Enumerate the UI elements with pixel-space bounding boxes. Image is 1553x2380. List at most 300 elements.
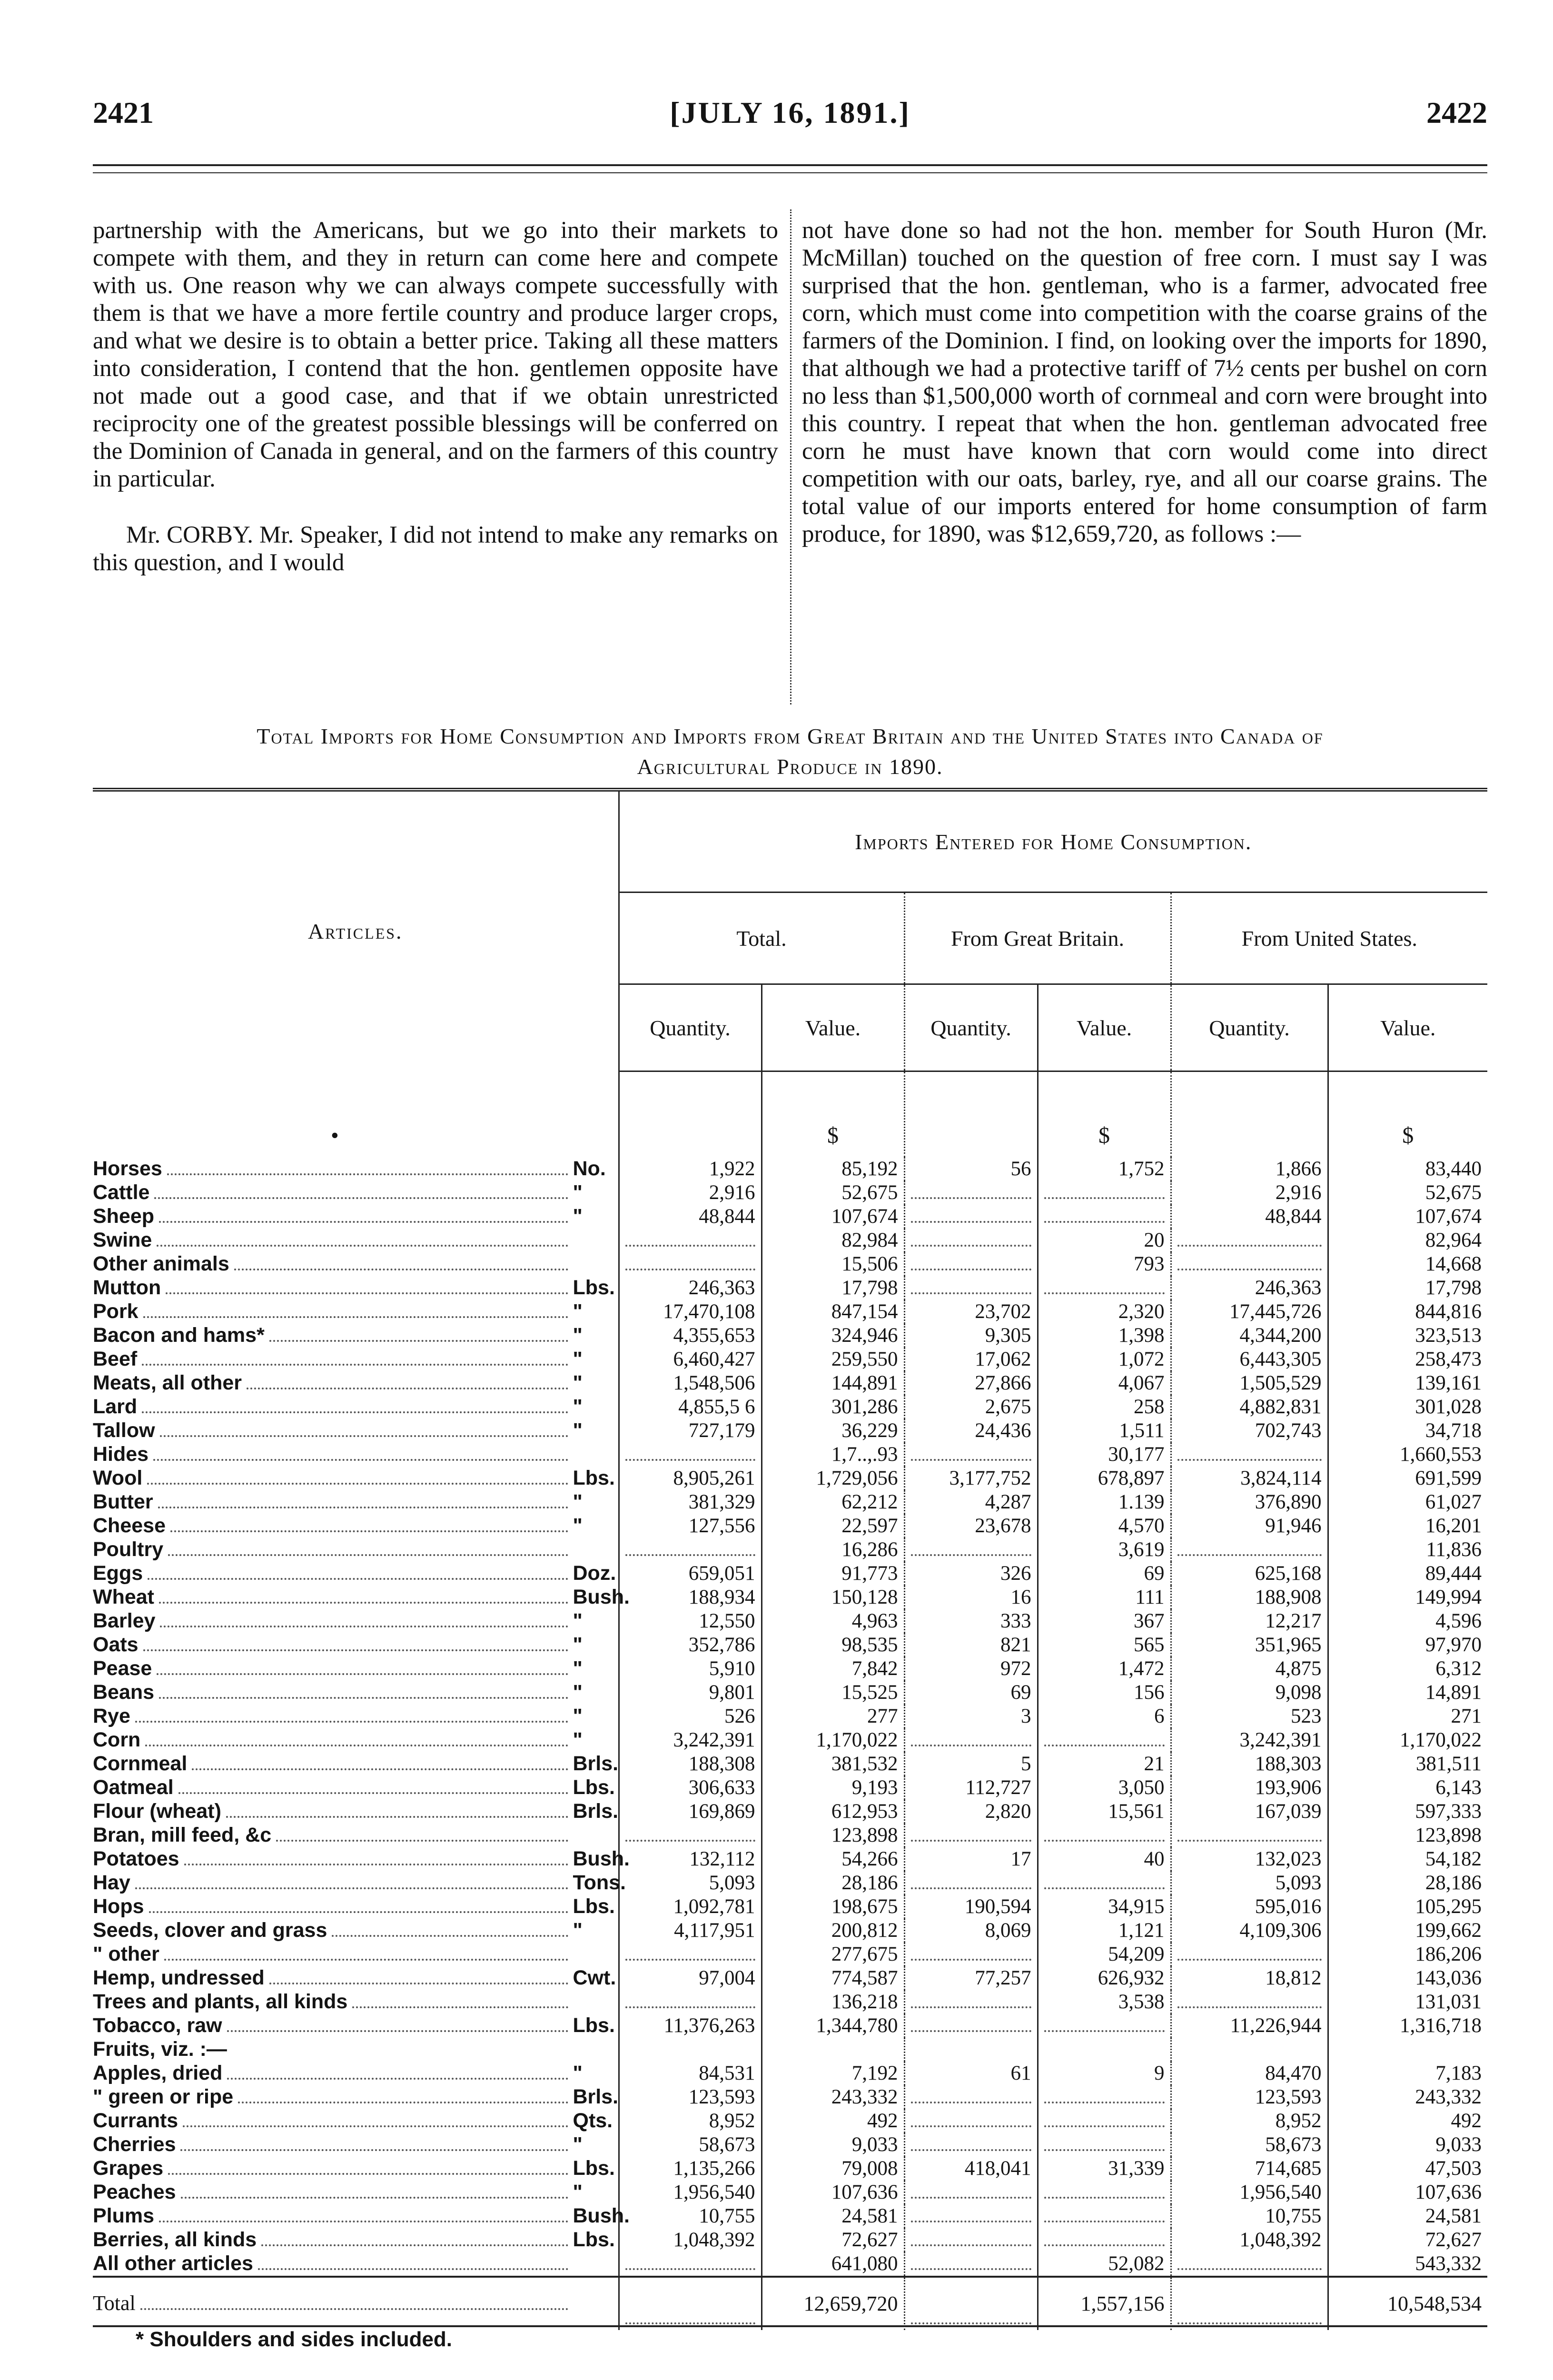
- article-unit: Lbs.: [573, 2157, 615, 2180]
- page-number-left: 2421: [93, 96, 154, 129]
- quantity-cell: 91,946: [1171, 1514, 1328, 1538]
- table-row: [93, 1752, 1487, 1776]
- value-cell: 47,503: [1328, 2157, 1487, 2181]
- group-great-britain-header: From Great Britain.: [904, 892, 1171, 984]
- value-cell: 565: [1038, 1633, 1171, 1657]
- table-row: [93, 1943, 1487, 1966]
- table-row: [93, 1800, 1487, 1824]
- table-title-line-2: Agricultural Produce in 1890.: [637, 754, 943, 779]
- quantity-cell: 188,303: [1171, 1752, 1328, 1776]
- quantity-cell: 48,844: [619, 1205, 762, 1229]
- article-name: Wheat Bush.: [93, 1586, 630, 1608]
- article-unit: Qts.: [573, 2109, 613, 2132]
- quantity-header: Quantity.: [619, 984, 762, 1071]
- value-cell: 98,535: [762, 1633, 904, 1657]
- quantity-cell: 246,363: [1171, 1276, 1328, 1300]
- value-cell: 1,344,780: [762, 2014, 904, 2038]
- value-cell: 82,984: [762, 1229, 904, 1252]
- value-cell: 15,525: [762, 1681, 904, 1705]
- quantity-header: Quantity.: [904, 984, 1038, 1071]
- value-cell: 97,970: [1328, 1633, 1487, 1657]
- value-cell: 277,675: [762, 1943, 904, 1966]
- value-cell: 34,915: [1038, 1895, 1171, 1919]
- quantity-cell: 1,922: [619, 1157, 762, 1181]
- quantity-cell: 9,801: [619, 1681, 762, 1705]
- page-header: [93, 95, 1487, 133]
- table-row: [93, 2014, 1487, 2038]
- table-row: [93, 1681, 1487, 1705]
- value-cell: 198,675: [762, 1895, 904, 1919]
- value-cell: 367: [1038, 1609, 1171, 1633]
- article-unit: ": [573, 1395, 583, 1418]
- article-name: Pease ": [93, 1657, 619, 1681]
- value-cell: 847,154: [762, 1300, 904, 1324]
- value-header: Value.: [1038, 984, 1171, 1071]
- quantity-cell: 4,855,5 6: [619, 1395, 762, 1419]
- value-cell: 9,033: [1328, 2133, 1487, 2157]
- quantity-cell: 23,702: [904, 1300, 1038, 1324]
- value-cell: 28,186: [762, 1871, 904, 1895]
- value-cell: 107,674: [762, 1205, 904, 1229]
- article-name: Oats ": [93, 1633, 619, 1657]
- quantity-cell: 625,168: [1171, 1562, 1328, 1586]
- value-cell: 1,170,022: [1328, 1728, 1487, 1752]
- header-rule: [93, 164, 1487, 166]
- quantity-cell: 523: [1171, 1705, 1328, 1728]
- article-name: Trees and plants, all kinds: [93, 1990, 619, 2014]
- article-name: Corn ": [93, 1728, 619, 1752]
- table-row: [93, 1371, 1487, 1395]
- quantity-cell: 1,048,392: [1171, 2228, 1328, 2252]
- quantity-cell: 188,308: [619, 1752, 762, 1776]
- value-cell: 301,286: [762, 1395, 904, 1419]
- table-row: [93, 1181, 1487, 1205]
- value-cell: 54,209: [1038, 1943, 1171, 1966]
- article-unit: ": [573, 1609, 583, 1632]
- article-unit: ": [573, 1348, 583, 1370]
- table-row: [93, 1847, 1487, 1871]
- table-row: [93, 1300, 1487, 1324]
- value-cell: 72,627: [762, 2228, 904, 2252]
- table-row: [93, 2228, 1487, 2252]
- value-cell: 111: [1038, 1586, 1171, 1609]
- quantity-cell: 188,908: [1171, 1586, 1328, 1609]
- article-unit: Brls.: [573, 1752, 619, 1775]
- value-cell: 492: [1328, 2109, 1487, 2133]
- dollar-sign: $: [762, 1071, 904, 1158]
- value-cell: 543,332: [1328, 2252, 1487, 2277]
- article-name: Hay Tons.: [93, 1871, 626, 1894]
- quantity-cell: 97,004: [619, 1966, 762, 1990]
- value-cell: 9,193: [762, 1776, 904, 1800]
- article-unit: ": [573, 1419, 583, 1442]
- value-cell: 774,587: [762, 1966, 904, 1990]
- value-cell: 16,201: [1328, 1514, 1487, 1538]
- table-row: [93, 1728, 1487, 1752]
- article-unit: Lbs.: [573, 1895, 615, 1918]
- article-unit: ": [573, 1514, 583, 1537]
- quantity-cell: 5,093: [619, 1871, 762, 1895]
- dollar-sign: $: [1328, 1071, 1487, 1158]
- article-name: Eggs Doz.: [93, 1562, 619, 1586]
- quantity-cell: 2,675: [904, 1395, 1038, 1419]
- quantity-cell: 58,673: [619, 2133, 762, 2157]
- quantity-cell: 17,470,108: [619, 1300, 762, 1324]
- article-name: " green or ripe Brls.: [93, 2085, 619, 2108]
- table-row: [93, 1562, 1487, 1586]
- quantity-cell: 2,820: [904, 1800, 1038, 1824]
- quantity-cell: 5: [904, 1752, 1038, 1776]
- value-cell: 1,316,718: [1328, 2014, 1487, 2038]
- article-unit: ": [573, 1705, 583, 1727]
- quantity-cell: 4,287: [904, 1490, 1038, 1514]
- quantity-cell: 4,117,951: [619, 1919, 762, 1943]
- quantity-cell: 333: [904, 1609, 1038, 1633]
- value-cell: 6,143: [1328, 1776, 1487, 1800]
- value-cell: 678,897: [1038, 1467, 1171, 1490]
- quantity-cell: 6,460,427: [619, 1348, 762, 1371]
- value-cell: 105,295: [1328, 1895, 1487, 1919]
- value-cell: 492: [762, 2109, 904, 2133]
- quantity-cell: 376,890: [1171, 1490, 1328, 1514]
- value-cell: 52,082: [1038, 2252, 1171, 2277]
- article-name: Poultry: [93, 1538, 619, 1562]
- value-cell: 82,964: [1328, 1229, 1487, 1252]
- value-cell: 17,798: [762, 1276, 904, 1300]
- value-cell: 11,836: [1328, 1538, 1487, 1562]
- quantity-cell: 56: [904, 1157, 1038, 1181]
- article-name: Flour (wheat) Brls.: [93, 1800, 619, 1823]
- total-us-value: 10,548,534: [1328, 2277, 1487, 2330]
- table-row: [93, 1490, 1487, 1514]
- quantity-cell: 127,556: [619, 1514, 762, 1538]
- table-row: [93, 1252, 1487, 1276]
- value-cell: 1.139: [1038, 1490, 1171, 1514]
- quantity-cell: 418,041: [904, 2157, 1038, 2181]
- value-cell: 7,842: [762, 1657, 904, 1681]
- article-name: " other: [93, 1943, 619, 1966]
- quantity-cell: 1,135,266: [619, 2157, 762, 2181]
- table-row: [93, 2085, 1487, 2109]
- table-row: [93, 1824, 1487, 1847]
- article-unit: ": [573, 1728, 583, 1751]
- article-unit: Lbs.: [573, 2228, 615, 2251]
- table-row: [93, 2252, 1487, 2277]
- article-name: Sheep ": [93, 1205, 619, 1229]
- quantity-cell: 17,445,726: [1171, 1300, 1328, 1324]
- value-cell: 144,891: [762, 1371, 904, 1395]
- table-row: [93, 1919, 1487, 1943]
- value-cell: 34,718: [1328, 1419, 1487, 1443]
- value-cell: 20: [1038, 1229, 1171, 1252]
- quantity-cell: 58,673: [1171, 2133, 1328, 2157]
- value-cell: 83,440: [1328, 1157, 1487, 1181]
- value-cell: 1,072: [1038, 1348, 1171, 1371]
- value-cell: 31,339: [1038, 2157, 1171, 2181]
- article-name: Bran, mill feed, &c: [93, 1824, 619, 1847]
- article-name: Wool Lbs.: [93, 1467, 619, 1490]
- value-cell: 4,963: [762, 1609, 904, 1633]
- value-cell: 107,636: [762, 2181, 904, 2204]
- quantity-cell: 659,051: [619, 1562, 762, 1586]
- value-cell: 123,898: [762, 1824, 904, 1847]
- value-cell: 1,752: [1038, 1157, 1171, 1181]
- article-name: Beans ": [93, 1681, 619, 1705]
- total-label: Total: [93, 2277, 619, 2330]
- table-row: [93, 1586, 1487, 1609]
- value-cell: 123,898: [1328, 1824, 1487, 1847]
- value-cell: 143,036: [1328, 1966, 1487, 1990]
- speaker-name: Mr. CORBY.: [126, 522, 254, 548]
- article-name: Tobacco, raw Lbs.: [93, 2014, 619, 2038]
- dollar-sign: $: [1038, 1071, 1171, 1158]
- header-rule-thin: [93, 172, 1487, 173]
- quantity-cell: 6,443,305: [1171, 1348, 1328, 1371]
- quantity-cell: 4,344,200: [1171, 1324, 1328, 1348]
- article-unit: ": [573, 1919, 583, 1942]
- page-date: [JULY 16, 1891.]: [670, 96, 910, 129]
- quantity-cell: 3,177,752: [904, 1467, 1038, 1490]
- table-row: [93, 1705, 1487, 1728]
- value-cell: 323,513: [1328, 1324, 1487, 1348]
- article-name: Seeds, clover and grass ": [93, 1919, 619, 1943]
- value-cell: 200,812: [762, 1919, 904, 1943]
- table-row: [93, 1157, 1487, 1181]
- value-cell: 243,332: [762, 2085, 904, 2109]
- imports-header: Imports Entered for Home Consumption.: [619, 790, 1487, 892]
- value-header: Value.: [1328, 984, 1487, 1071]
- quantity-cell: 326: [904, 1562, 1038, 1586]
- value-cell: 1,170,022: [762, 1728, 904, 1752]
- group-united-states-header: From United States.: [1171, 892, 1487, 984]
- value-cell: 9: [1038, 2062, 1171, 2085]
- quantity-cell: 4,882,831: [1171, 1395, 1328, 1419]
- article-unit: ": [573, 1181, 583, 1204]
- value-cell: 91,773: [762, 1562, 904, 1586]
- quantity-cell: 190,594: [904, 1895, 1038, 1919]
- quantity-cell: 112,727: [904, 1776, 1038, 1800]
- quantity-cell: 3: [904, 1705, 1038, 1728]
- value-cell: 62,212: [762, 1490, 904, 1514]
- article-name: Meats, all other ": [93, 1371, 619, 1395]
- left-paragraph-1: partnership with the Americans, but we go into their markets to compete with them, and they in return can come here and compete with us. One reason why we can always compete successfully with them is that we have a more fertile country and produce larger crops, and what we desire is to obtain a better price. Taking all these matters into consideration, I contend that the hon. gentlemen opposite have not made out a good case, and that if we obtain unrestricted reciprocity one of the greatest possible blessings will be conferred on the Dominion of Canada in general, and on the farmers of this country in particular.: [93, 217, 778, 492]
- value-cell: 150,128: [762, 1586, 904, 1609]
- value-cell: 156: [1038, 1681, 1171, 1705]
- article-name: Hemp, undressed Cwt.: [93, 1966, 619, 1990]
- quantity-cell: 821: [904, 1633, 1038, 1657]
- value-cell: 107,674: [1328, 1205, 1487, 1229]
- quantity-cell: 11,376,263: [619, 2014, 762, 2038]
- value-cell: 1,7..,.93: [762, 1443, 904, 1467]
- article-unit: Bush.: [573, 1586, 630, 1608]
- right-paragraph-1: not have done so had not the hon. member for South Huron (Mr. McMillan) touched on the question of free corn. I must say I was surprised that the hon. gentleman, who is a farmer, advocated free corn, which must come into competition with the coarse grains of the farmers of the Dominion. I find, on looking over the imports for 1890, that although we had a protective tariff of 7½ cents per bushel on corn no less than $1,500,000 worth of cornmeal and corn were brought into this country. I repeat that when the hon. gentleman advocated free corn he must have known that corn would come into direct competition with our oats, barley, rye, and all our coarse grains. The total value of our imports entered for home consumption of farm produce, for 1890, was $12,659,720, as follows :—: [802, 217, 1487, 547]
- table-row: [93, 1205, 1487, 1229]
- quantity-cell: 1,505,529: [1171, 1371, 1328, 1395]
- article-unit: Lbs.: [573, 1776, 615, 1799]
- value-cell: 24,581: [762, 2204, 904, 2228]
- article-name: Grapes Lbs.: [93, 2157, 619, 2181]
- text-column-left: [93, 217, 778, 707]
- value-cell: 186,206: [1328, 1943, 1487, 1966]
- value-cell: 597,333: [1328, 1800, 1487, 1824]
- table-row: [93, 1419, 1487, 1443]
- value-cell: 79,008: [762, 2157, 904, 2181]
- quantity-cell: 2,916: [619, 1181, 762, 1205]
- table-row: [93, 1395, 1487, 1419]
- quantity-cell: 526: [619, 1705, 762, 1728]
- value-cell: 258,473: [1328, 1348, 1487, 1371]
- value-cell: 3,538: [1038, 1990, 1171, 2014]
- value-cell: 52,675: [762, 1181, 904, 1205]
- quantity-cell: 1,548,506: [619, 1371, 762, 1395]
- quantity-cell: 702,743: [1171, 1419, 1328, 1443]
- quantity-cell: 2,916: [1171, 1181, 1328, 1205]
- value-header: Value.: [762, 984, 904, 1071]
- quantity-cell: 352,786: [619, 1633, 762, 1657]
- value-cell: 15,561: [1038, 1800, 1171, 1824]
- article-name: Barley ": [93, 1609, 619, 1633]
- article-name: Bacon and hams* ": [93, 1324, 619, 1348]
- value-cell: 61,027: [1328, 1490, 1487, 1514]
- value-cell: 7,192: [762, 2062, 904, 2085]
- table-row: [93, 1871, 1487, 1895]
- quantity-cell: 4,355,653: [619, 1324, 762, 1348]
- quantity-cell: 11,226,944: [1171, 2014, 1328, 2038]
- article-unit: Lbs.: [573, 1467, 615, 1489]
- table-row: [93, 1633, 1487, 1657]
- article-unit: ": [573, 1681, 583, 1704]
- article-name: Beef ": [93, 1348, 619, 1371]
- table-row: [93, 1443, 1487, 1467]
- value-cell: 6: [1038, 1705, 1171, 1728]
- article-unit: Brls.: [573, 2085, 619, 2108]
- total-value: 12,659,720: [762, 2277, 904, 2330]
- article-name: Fruits, viz. :—: [93, 2038, 227, 2061]
- value-cell: 243,332: [1328, 2085, 1487, 2109]
- quantity-cell: 1,956,540: [619, 2181, 762, 2204]
- quantity-cell: 351,965: [1171, 1633, 1328, 1657]
- value-cell: 24,581: [1328, 2204, 1487, 2228]
- value-cell: 89,444: [1328, 1562, 1487, 1586]
- speaker-text: Mr. Speaker, I did not intend to make any remarks on this question, and I would: [93, 522, 779, 576]
- table-row: [93, 2038, 1487, 2062]
- article-name: Pork ": [93, 1300, 619, 1324]
- value-cell: 1,121: [1038, 1919, 1171, 1943]
- quantity-cell: 61: [904, 2062, 1038, 2085]
- value-cell: 40: [1038, 1847, 1171, 1871]
- quantity-cell: 27,866: [904, 1371, 1038, 1395]
- quantity-cell: 10,755: [1171, 2204, 1328, 2228]
- quantity-cell: 1,866: [1171, 1157, 1328, 1181]
- article-unit: Cwt.: [573, 1966, 616, 1989]
- quantity-cell: 3,824,114: [1171, 1467, 1328, 1490]
- value-cell: 15,506: [762, 1252, 904, 1276]
- quantity-cell: 17,062: [904, 1348, 1038, 1371]
- value-cell: 54,182: [1328, 1847, 1487, 1871]
- table-row: [93, 2109, 1487, 2133]
- table-row: [93, 2062, 1487, 2085]
- article-unit: Lbs.: [573, 1276, 615, 1299]
- quantity-cell: 123,593: [1171, 2085, 1328, 2109]
- text-column-right: [802, 217, 1487, 707]
- value-cell: 3,050: [1038, 1776, 1171, 1800]
- group-total-header: Total.: [619, 892, 904, 984]
- quantity-cell: 12,550: [619, 1609, 762, 1633]
- value-cell: 14,891: [1328, 1681, 1487, 1705]
- value-cell: 52,675: [1328, 1181, 1487, 1205]
- quantity-cell: 727,179: [619, 1419, 762, 1443]
- quantity-cell: 16: [904, 1586, 1038, 1609]
- value-cell: 139,161: [1328, 1371, 1487, 1395]
- value-cell: 381,511: [1328, 1752, 1487, 1776]
- article-unit: Doz.: [573, 1562, 616, 1585]
- value-cell: 691,599: [1328, 1467, 1487, 1490]
- quantity-cell: 595,016: [1171, 1895, 1328, 1919]
- value-cell: 6,312: [1328, 1657, 1487, 1681]
- value-cell: 1,660,553: [1328, 1443, 1487, 1467]
- value-cell: 149,994: [1328, 1586, 1487, 1609]
- quantity-cell: 84,470: [1171, 2062, 1328, 2085]
- quantity-cell: 24,436: [904, 1419, 1038, 1443]
- table-row: [93, 1966, 1487, 1990]
- quantity-cell: 972: [904, 1657, 1038, 1681]
- article-name: Swine: [93, 1229, 619, 1252]
- quantity-cell: 9,098: [1171, 1681, 1328, 1705]
- articles-header: Articles.: [93, 790, 619, 1071]
- value-cell: 4,570: [1038, 1514, 1171, 1538]
- value-cell: 30,177: [1038, 1443, 1171, 1467]
- table-row: [93, 1276, 1487, 1300]
- value-cell: 199,662: [1328, 1919, 1487, 1943]
- value-cell: 3,619: [1038, 1538, 1171, 1562]
- quantity-cell: 23,678: [904, 1514, 1038, 1538]
- value-cell: 844,816: [1328, 1300, 1487, 1324]
- value-cell: 72,627: [1328, 2228, 1487, 2252]
- table-title-line-1: Total Imports for Home Consumption and Imports from Great Britain and the United States into Canada of: [257, 724, 1324, 748]
- article-name: Lard ": [93, 1395, 619, 1419]
- quantity-cell: 77,257: [904, 1966, 1038, 1990]
- article-name: Cattle ": [93, 1181, 619, 1205]
- quantity-cell: 193,906: [1171, 1776, 1328, 1800]
- quantity-cell: 188,934: [619, 1586, 762, 1609]
- quantity-cell: 246,363: [619, 1276, 762, 1300]
- value-cell: 626,932: [1038, 1966, 1171, 1990]
- quantity-cell: 169,869: [619, 1800, 762, 1824]
- article-name: Potatoes Bush.: [93, 1847, 630, 1870]
- quantity-cell: 3,242,391: [619, 1728, 762, 1752]
- quantity-cell: 132,112: [619, 1847, 762, 1871]
- value-cell: 258: [1038, 1395, 1171, 1419]
- table-row: [93, 2157, 1487, 2181]
- value-cell: 793: [1038, 1252, 1171, 1276]
- value-cell: 22,597: [762, 1514, 904, 1538]
- value-cell: 2,320: [1038, 1300, 1171, 1324]
- article-unit: ": [573, 1300, 583, 1323]
- value-cell: 277: [762, 1705, 904, 1728]
- table-row: [93, 1990, 1487, 2014]
- value-cell: 259,550: [762, 1348, 904, 1371]
- value-cell: 28,186: [1328, 1871, 1487, 1895]
- value-cell: 85,192: [762, 1157, 904, 1181]
- table-row: [93, 2204, 1487, 2228]
- quantity-cell: 8,952: [1171, 2109, 1328, 2133]
- article-name: Oatmeal Lbs.: [93, 1776, 619, 1800]
- value-cell: 381,532: [762, 1752, 904, 1776]
- value-cell: 136,218: [762, 1990, 904, 2014]
- value-cell: 4,596: [1328, 1609, 1487, 1633]
- quantity-header: Quantity.: [1171, 984, 1328, 1071]
- value-cell: 14,668: [1328, 1252, 1487, 1276]
